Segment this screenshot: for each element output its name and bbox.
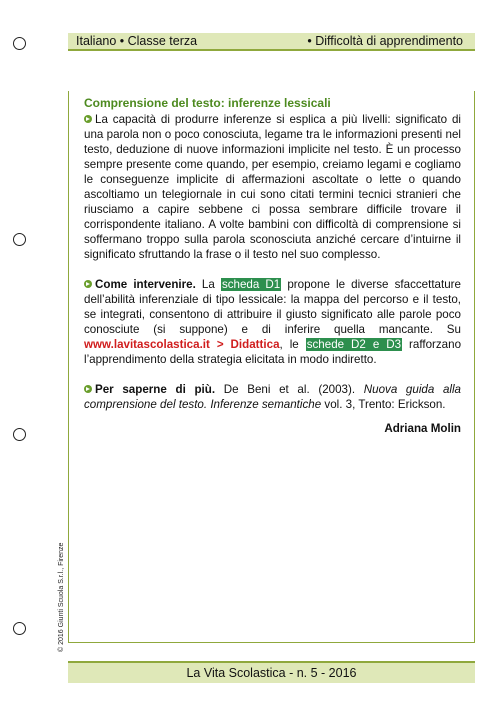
schede-d2-d3-tag: schede D2 e D3 <box>306 338 402 351</box>
bullet-arrow-icon <box>84 115 92 123</box>
binder-hole-4 <box>13 622 26 635</box>
paragraph-intervention <box>84 277 461 367</box>
bullet-arrow-icon <box>84 280 92 288</box>
article <box>84 96 461 436</box>
bullet-arrow-icon <box>84 385 92 393</box>
references-lead: Per saperne di più. <box>95 383 216 396</box>
text-run: rafforzano l’apprendimento della strategia elicitata in modo indiretto. <box>84 338 462 366</box>
text-run: , le <box>279 338 306 351</box>
copyright-notice: © 2016 Giunti Scuola S.r.l., Firenze <box>58 542 65 652</box>
intervention-lead: Come intervenire. <box>95 278 196 291</box>
book-title: Nuova guida alla comprensione del testo. Inferenze semantiche <box>84 383 462 411</box>
text-run: De Beni et al. (2003). <box>215 383 364 396</box>
article-title: Comprensione del testo: inferenze lessicali <box>84 96 331 110</box>
text-run: propone le diverse sfaccettature dell’abilità inferenziale di tipo lessicale: la mappa del percorso e il testo, se integrati, consentono di attribuire il giusto significato alle parole poco conosciute (si suppone) e di inferire quella mancante. Su <box>84 278 461 336</box>
page-header <box>68 33 475 51</box>
header-subject: Italiano • Classe terza <box>76 34 198 48</box>
paragraph-intro-text: La capacità di produrre inferenze si esplica a più livelli: significato di una parola non o poco conosciuta, legame tra le informazioni presenti nel testo, deduzione di nuove informazioni implicite nel testo. È un processo sempre presente come quando, per esempio, creiamo legami e cogliamo le conseguenze implicite di affermazioni ascoltate o lette o quando ascoltiamo un telegiornale in cui sono citati termini tecnici stranieri che riusciamo a capire sebbene ci possa sembrare difficile trovare il corrispondente italiano. A volte bambini con difficoltà di comprensione si soffermano troppo sulla parola sconosciuta anziché cercare d’intuirne il significato sfruttando la frase o il testo nel suo complesso. <box>84 113 461 261</box>
paragraph-intro <box>84 112 461 262</box>
binder-hole-3 <box>13 428 26 441</box>
website-link[interactable]: www.lavitascolastica.it > Didattica <box>84 338 280 351</box>
author-name: Adriana Molin <box>384 422 461 435</box>
paragraph-references <box>84 382 461 412</box>
text-run: La <box>195 278 221 291</box>
scheda-d1-tag: scheda D1 <box>221 278 281 291</box>
header-topic: • Difficoltà di apprendimento <box>307 34 463 48</box>
binder-hole-1 <box>13 37 26 50</box>
binder-hole-2 <box>13 233 26 246</box>
footer-text: La Vita Scolastica - n. 5 - 2016 <box>186 666 357 680</box>
page-footer <box>68 661 475 683</box>
text-run: vol. 3, Trento: Erickson. <box>321 398 446 411</box>
